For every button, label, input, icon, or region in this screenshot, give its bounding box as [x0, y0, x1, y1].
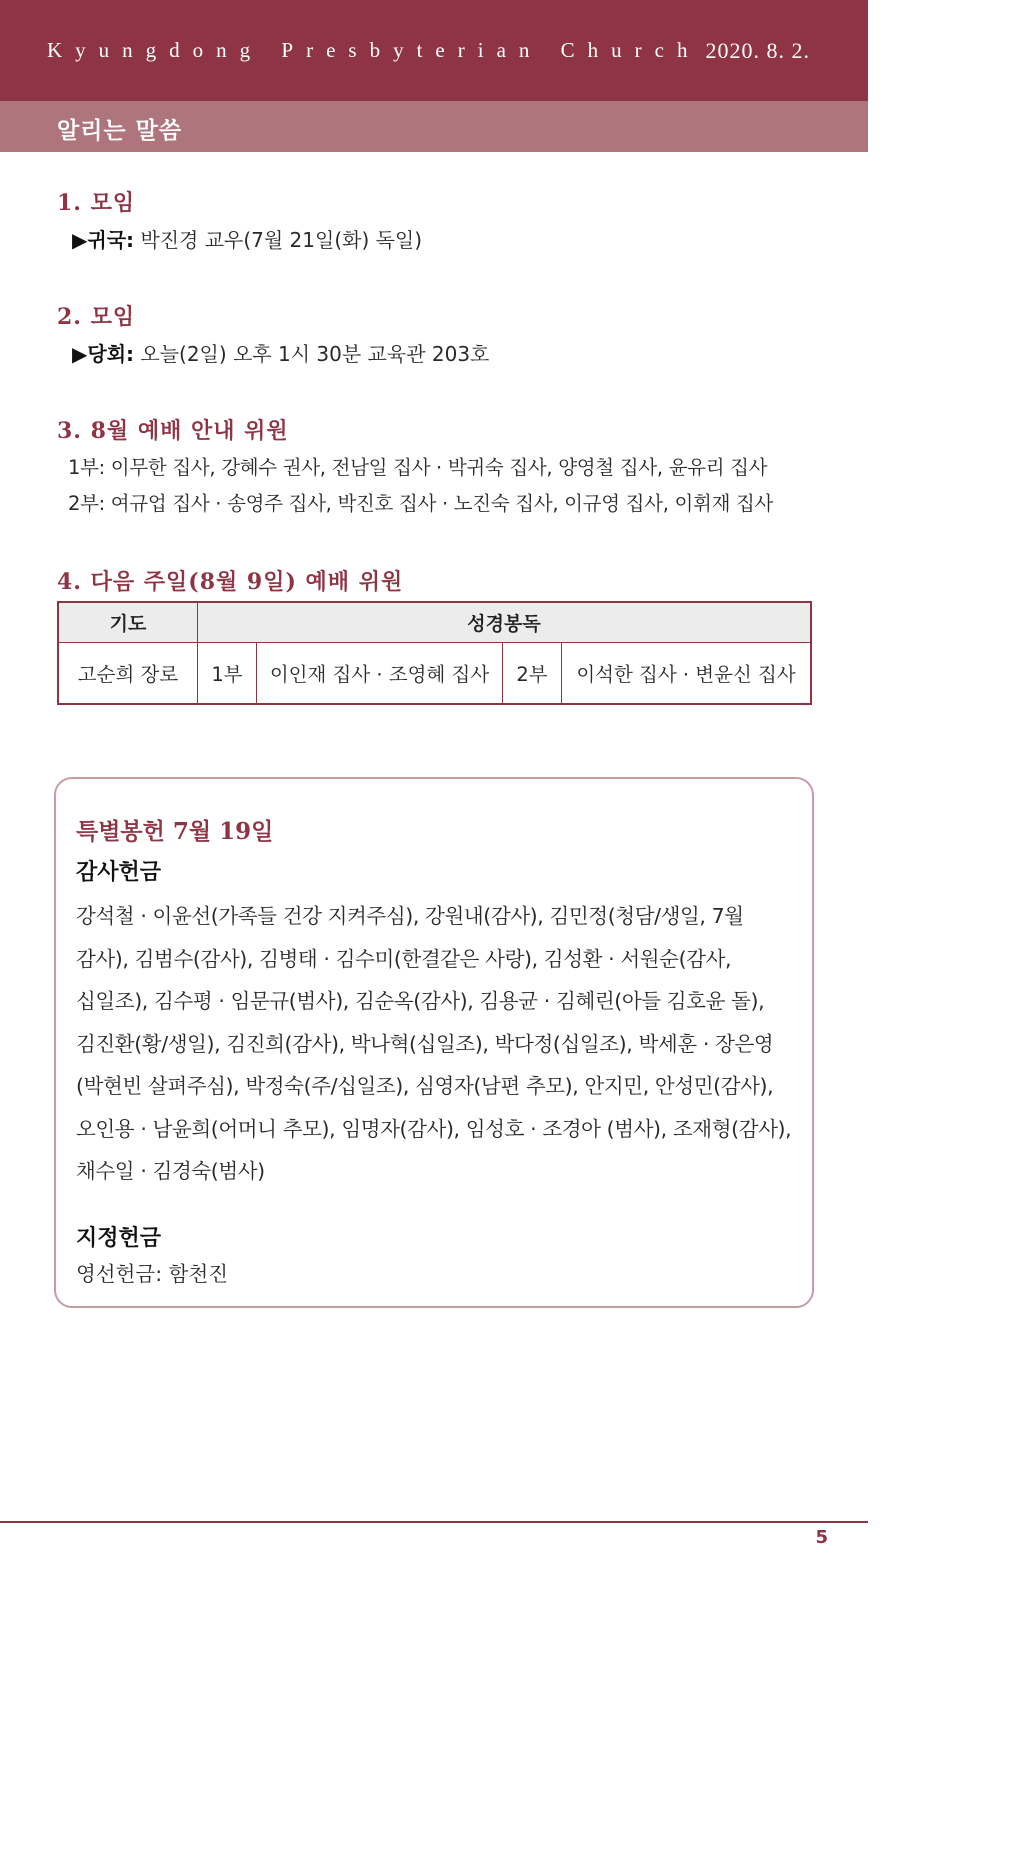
section-banner: [0, 101, 868, 152]
usher-line-2: 2부: 여규업 집사 · 송영주 집사, 박진호 집사 · 노진숙 집사, 이규영 집사, 이휘재 집사: [68, 492, 774, 515]
special-offering-box: [54, 777, 814, 1308]
item-label: ▶당회:: [72, 342, 135, 366]
thanks-offering-list: 강석철 · 이윤선(가족들 건강 지켜주심), 강원내(감사), 김민정(청담/생일, 7월 감사), 김범수(감사), 김병태 · 김수미(한결같은 사랑), 김성환 · 서원순(감사, 십일조), 김수평 · 임문규(범사), 김순옥(감사), 김용균 · 김혜린(아들 김호윤 돌), 김진환(황/생일), 김진희(감사), 박나혁(십일조), 박다정(십일조), 박세훈 · 장은영(박현빈 살펴주심), 박정숙(주/십일조), 심영자(남편 추모), 안지민, 안성민(감사), 오인용 · 남윤희(어머니 추모), 임명자(감사), 임성호 · 조경아 (범사), 조재형(감사), 채수일 · 김경숙(범사): [76, 904, 792, 1183]
section-3-title: 3. 8월 예배 안내 위원: [57, 418, 289, 444]
table-header-row: [58, 602, 811, 643]
footer-rule: [0, 1521, 868, 1523]
thanks-offering-heading: 감사헌금: [76, 860, 162, 885]
church-name: Kyungdong Presbyterian Church: [47, 38, 701, 62]
service-2-label: 2부: [503, 643, 562, 705]
page-number: 5: [815, 1527, 828, 1548]
worship-committee-table: [57, 601, 812, 705]
service-1-label: 1부: [198, 643, 257, 705]
designated-offering-heading: 지정헌금: [76, 1226, 162, 1251]
prayer-cell: 고순희 장로: [58, 643, 198, 705]
item-text: 오늘(2일) 오후 1시 30분 교육관 203호: [134, 342, 490, 366]
section-banner-title: 알리는 말씀: [57, 118, 183, 144]
header-prayer: 기도: [58, 602, 198, 643]
usher-line-1: 1부: 이무한 집사, 강혜수 권사, 전남일 집사 · 박귀숙 집사, 양영철 집사, 윤유리 집사: [68, 456, 768, 479]
section-4-title: 4. 다음 주일(8월 9일) 예배 위원: [57, 569, 404, 595]
offering-title: 특별봉헌 7월 19일: [76, 818, 274, 845]
header-scripture: 성경봉독: [198, 602, 812, 643]
service-2-readers: 이석한 집사 · 변윤신 집사: [562, 643, 812, 705]
section-2-title: 2. 모임: [57, 304, 136, 330]
section-2-item: [72, 338, 489, 367]
section-1-item: [72, 224, 422, 253]
item-label: ▶귀국:: [72, 228, 135, 252]
header-bar: [0, 0, 868, 101]
bulletin-date: 2020. 8. 2.: [705, 38, 810, 63]
table-row: [58, 643, 811, 705]
section-1-title: 1. 모임: [57, 190, 136, 216]
item-text: 박진경 교우(7월 21일(화) 독일): [134, 228, 423, 252]
designated-offering-text: 영선헌금: 함천진: [76, 1262, 229, 1286]
service-1-readers: 이인재 집사 · 조영혜 집사: [257, 643, 503, 705]
